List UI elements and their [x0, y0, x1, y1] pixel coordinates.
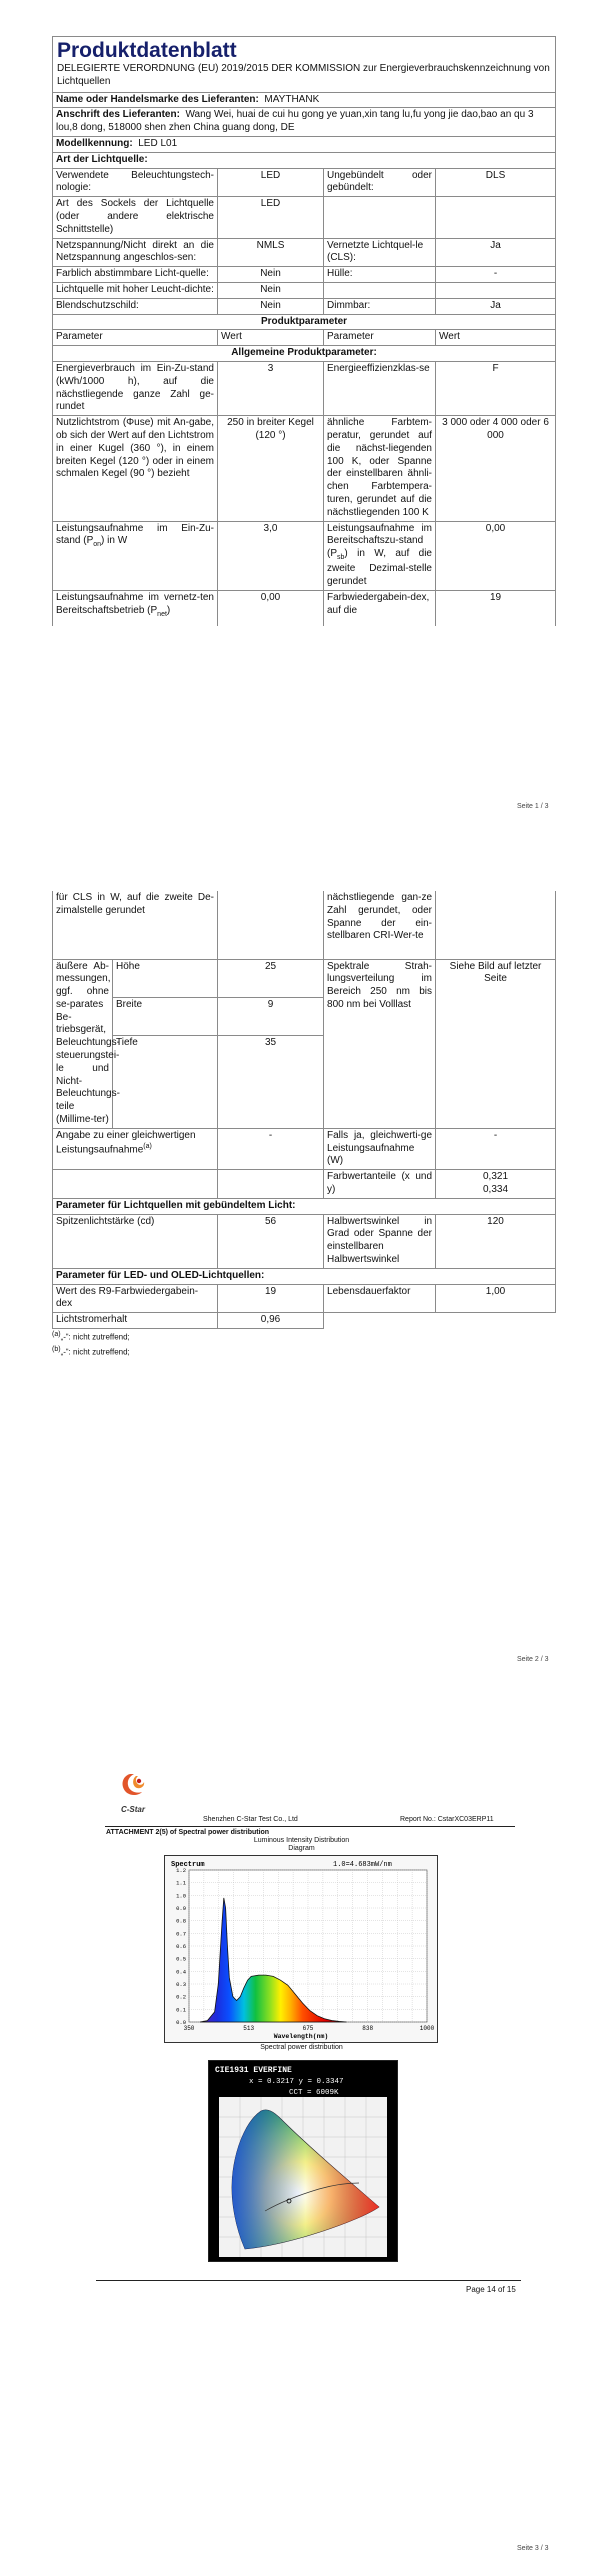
table-row	[53, 1128, 556, 1169]
row-value: Nein	[218, 298, 324, 314]
y-tick-label: 0.8	[176, 1917, 186, 1925]
row-label: Lichtstromerhalt	[53, 1313, 218, 1329]
x-tick-label: 838	[362, 2025, 374, 2032]
col-header-value: Wert	[436, 330, 556, 346]
bundled-header: Parameter für Lichtquellen mit gebündeltem Licht:	[53, 1198, 556, 1214]
product-datasheet-table-continued	[52, 891, 556, 1329]
dim-name: Tiefe	[113, 1035, 218, 1128]
row-label: Farbwiedergabein-dex, auf die	[324, 590, 436, 626]
spectral-label: Spektrale Strah-lungsverteilung im Bereich 250 nm bis 800 nm bei Volllast	[324, 959, 436, 1128]
row-value: 19	[436, 590, 556, 626]
row-label: Farbwertanteile (x und y)	[324, 1170, 436, 1199]
page-3	[0, 1760, 603, 2560]
report-page-of: Page 14 of 15	[466, 2285, 516, 2294]
footnote-a: $^{(a)}$„-“: nicht zutreffend;	[52, 1331, 130, 1342]
col-header-param: Parameter	[53, 330, 218, 346]
row-label: Art des Sockels der Lichtquelle (oder andere elektrische Schnittstelle)	[53, 197, 218, 238]
spectrum-chart-svg	[165, 1856, 437, 2042]
lid-subtitle: Diagram	[288, 1845, 315, 1852]
col-header-value: Wert	[218, 330, 324, 346]
footnote-b: $^{(b)}$„-“: nicht zutreffend;	[52, 1345, 130, 1357]
row-value: 250 in breiter Kegel (120 °)	[218, 416, 324, 521]
y-tick-label: 0.7	[176, 1930, 186, 1938]
row-value: F	[436, 362, 556, 416]
dim-value: 25	[218, 959, 324, 997]
spectrum-label: Spectrum	[171, 1861, 205, 1869]
row-label: Nutzlichtstrom (Φuse) mit An-gabe, ob sich der Wert auf den Lichtstrom in einer Kugel (360 °), in einem breiten Kegel (120 °) oder in einem schmalen Kegel (90 °) bezieht	[53, 416, 218, 521]
row-value	[218, 1170, 324, 1199]
row-value: 3	[218, 362, 324, 416]
row-label: Verwendete Beleuchtungstech-nologie:	[53, 168, 218, 197]
y-tick-labels	[176, 1867, 187, 2026]
row-label: Leistungsaufnahme im vernetz-ten Bereitschaftsbetrieb $(P_{net})$	[53, 590, 218, 626]
y-tick-label: 0.5	[176, 1955, 186, 1963]
row-label: Lichtquelle mit hoher Leucht-dichte:	[53, 283, 218, 299]
row-label: Falls ja, gleichwerti-ge Leistungsaufnahme (W)	[324, 1128, 436, 1169]
row-label: Leistungsaufnahme im Bereitschaftszu-stand $(P_{sb})$ in W, auf die zweite Dezimal-stelle gerundet	[324, 521, 436, 590]
page-title: Produktdatenblatt	[57, 39, 237, 62]
cie-diagram	[208, 2060, 398, 2262]
product-datasheet-table	[52, 36, 556, 626]
row-value: LED	[218, 168, 324, 197]
x-axis-label: Wavelength(nm)	[273, 2033, 329, 2040]
row-label: Wert des R9-Farbwiedergabein-dex	[53, 1284, 218, 1313]
row-value: 1,00	[436, 1284, 556, 1313]
x-tick-label: 675	[302, 2025, 314, 2032]
address-value: Wang Wei, huai de cui hu gong ye yuan,xin tang lu,fu yong jie dao,bao an qu 3 lou,8 dong, 518000 shen zhen China guang dong, DE	[56, 109, 534, 134]
table-row	[53, 416, 556, 521]
table-row	[53, 1170, 556, 1199]
row-label: Angabe zu einer gleichwertigen Leistungsaufnahme$^{(a)}$	[53, 1128, 218, 1169]
x-tick-label: 350	[183, 2025, 195, 2032]
attachment-title: ATTACHMENT 2(5) of Spectral power distribution	[106, 1829, 270, 1836]
cie-title: CIE1931 EVERFINE	[215, 2066, 292, 2075]
supplier-value: MAYTHANK	[264, 93, 320, 105]
table-row	[53, 959, 556, 997]
row-value: 120	[436, 1214, 556, 1268]
page-1	[52, 36, 555, 626]
dim-name: Breite	[113, 997, 218, 1035]
row-label: Farblich abstimmbare Licht-quelle:	[53, 267, 218, 283]
table-row	[53, 298, 556, 314]
y-tick-label: 1.2	[176, 1867, 186, 1874]
row-value: NMLS	[218, 238, 324, 267]
table-row	[53, 1313, 556, 1329]
spectrum-scale: 1.0=4.683mW/nm	[333, 1861, 392, 1869]
y-tick-label: 0.9	[176, 1905, 186, 1912]
led-header: Parameter für LED- und OLED-Lichtquellen:	[53, 1268, 556, 1284]
y-tick-label: 0.4	[176, 1968, 186, 1976]
table-row	[53, 590, 556, 626]
logo-text: C-Star	[120, 1805, 145, 1814]
table-row	[53, 891, 556, 959]
row-value: 0,96	[218, 1313, 324, 1329]
cstar-logo-icon	[112, 1770, 154, 1802]
x-tick-labels	[184, 2025, 435, 2032]
row-label: Blendschutzschild:	[53, 298, 218, 314]
row-label: nächstliegende gan-ze Zahl gerundet, oder Spanne der ein-stellbaren CRI-Wer-te	[324, 891, 436, 959]
y-tick-label: 1.1	[176, 1879, 186, 1887]
row-label	[324, 283, 436, 299]
row-value	[436, 197, 556, 238]
row-label: Leistungsaufnahme im Ein-Zu-stand $(P_{on})$ in W	[53, 521, 218, 590]
page-number: Seite 2 / 3	[517, 1656, 549, 1663]
row-value: 0,00	[436, 521, 556, 590]
regulation-text: DELEGIERTE VERORDNUNG (EU) 2019/2015 DER KOMMISSION zur Energieverbrauchskennzeichnung von Lichtquellen	[57, 63, 550, 87]
row-label	[324, 197, 436, 238]
dims-label: äußere Ab-messungen, ggf. ohne se-parates Be-triebsgerät, Beleuchtungs-steuerungstei-le und Nicht-Beleuchtungs-teile (Millime-ter)	[53, 959, 113, 1128]
y-tick-label: 0.0	[176, 2019, 186, 2026]
y-tick-label: 0.6	[176, 1943, 186, 1950]
row-value: -	[436, 1128, 556, 1169]
address-label: Anschrift des Lieferanten:	[56, 109, 180, 121]
table-row	[53, 362, 556, 416]
cie-diagram-svg	[209, 2061, 397, 2261]
general-header: Allgemeine Produktparameter:	[53, 346, 556, 362]
table-row	[53, 1284, 556, 1313]
row-value: 3,0	[218, 521, 324, 590]
row-label	[53, 1170, 218, 1199]
dim-value: 35	[218, 1035, 324, 1128]
row-label: Dimmbar:	[324, 298, 436, 314]
spectral-value: Siehe Bild auf letzter Seite	[436, 959, 556, 1128]
row-label: Hülle:	[324, 267, 436, 283]
row-label: Vernetzte Lichtquel-le (CLS):	[324, 238, 436, 267]
row-value	[218, 891, 324, 959]
row-value	[436, 891, 556, 959]
row-value: 0,321 0,334	[436, 1170, 556, 1199]
y-tick-label: 0.2	[176, 1993, 186, 2001]
row-label: Spitzenlichtstärke (cd)	[53, 1214, 218, 1268]
page-number: Seite 1 / 3	[517, 803, 549, 810]
row-value: Nein	[218, 267, 324, 283]
dim-value: 9	[218, 997, 324, 1035]
cie-cct: CCT = 6009K	[289, 2089, 339, 2097]
row-value: DLS	[436, 168, 556, 197]
cie-xy: x = 0.3217 y = 0.3347	[249, 2078, 344, 2086]
lid-title: Luminous Intensity Distribution	[253, 1837, 350, 1844]
params-header: Produktparameter	[53, 314, 556, 330]
col-header-param: Parameter	[324, 330, 436, 346]
report-number: Report No.: CstarXC03ERP11	[400, 1816, 494, 1823]
row-label: Ungebündelt oder gebündelt:	[324, 168, 436, 197]
row-value: Ja	[436, 298, 556, 314]
row-value: 0,00	[218, 590, 324, 626]
spd-caption: Spectral power distribution	[260, 2044, 343, 2051]
header-rule	[105, 1826, 515, 1827]
table-row	[53, 267, 556, 283]
row-label: Netzspannung/Nicht direkt an die Netzspannung angeschlos-sen:	[53, 238, 218, 267]
row-value: Nein	[218, 283, 324, 299]
company-name: Shenzhen C-Star Test Co., Ltd	[203, 1816, 298, 1823]
cstar-logo	[112, 1770, 154, 1814]
type-header: Art der Lichtquelle:	[53, 152, 556, 168]
page-number: Seite 3 / 3	[517, 2545, 549, 2552]
row-label: Lebensdauerfaktor	[324, 1284, 436, 1313]
dim-name: Höhe	[113, 959, 218, 997]
table-row	[53, 197, 556, 238]
page-2	[52, 891, 555, 1356]
row-label: Halbwertswinkel in Grad oder Spanne der einstellbaren Halbwertswinkel	[324, 1214, 436, 1268]
spectrum-chart	[164, 1855, 438, 2043]
y-tick-label: 1.0	[176, 1892, 186, 1900]
table-row	[53, 283, 556, 299]
row-value: 3 000 oder 4 000 oder 6 000	[436, 416, 556, 521]
x-tick-label: 513	[243, 2025, 255, 2032]
row-value: LED	[218, 197, 324, 238]
row-label: ähnliche Farbtem-peratur, gerundet auf die nächst-liegenden 100 K, oder Spanne der einstellbaren ähnli-chen Farbtempera-turen, gerundet auf die nächstliegenden 100 K	[324, 416, 436, 521]
row-label: Energieeffizienzklas-se	[324, 362, 436, 416]
table-row	[53, 168, 556, 197]
row-value: 19	[218, 1284, 324, 1313]
footer-rule	[96, 2280, 521, 2281]
table-row	[53, 521, 556, 590]
x-tick-label: 1000	[419, 2025, 435, 2032]
y-tick-label: 0.1	[176, 2006, 186, 2014]
model-label: Modellkennung:	[56, 138, 133, 150]
y-tick-label: 0.3	[176, 1981, 186, 1988]
row-label: für CLS in W, auf die zweite De-zimalstelle gerundet	[53, 891, 218, 959]
row-value: 56	[218, 1214, 324, 1268]
row-value	[436, 283, 556, 299]
table-row	[53, 238, 556, 267]
row-value: -	[436, 267, 556, 283]
model-value: LED L01	[138, 138, 178, 150]
supplier-label: Name oder Handelsmarke des Lieferanten:	[56, 93, 259, 105]
row-label: Energieverbrauch im Ein-Zu-stand (kWh/1000 h), auf die nächstliegende ganze Zahl ge-rundet	[53, 362, 218, 416]
row-value: -	[218, 1128, 324, 1169]
row-value: Ja	[436, 238, 556, 267]
table-row	[53, 1214, 556, 1268]
